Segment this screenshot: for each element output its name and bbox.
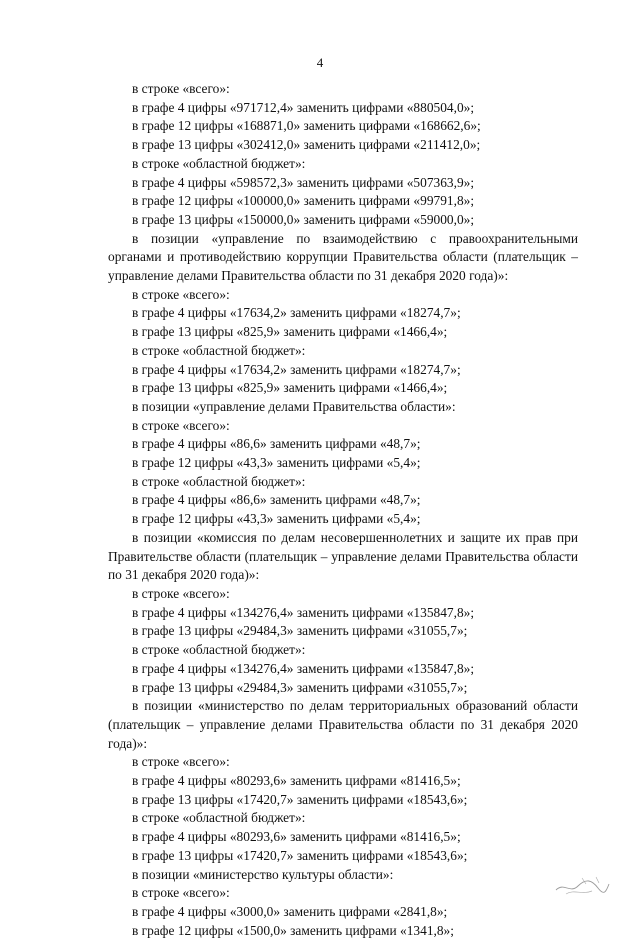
text-line: в графе 4 цифры «134276,4» заменить цифрами «135847,8»; <box>132 604 475 620</box>
position-paragraph: в позиции «управление по взаимодействию с правоохранительными органами и противодействию коррупции Правительства области (плательщик – управление делами Правительства области по 31 декабря 2020 года)»: <box>108 230 578 284</box>
text-line: в графе 13 цифры «302412,0» заменить цифрами «211412,0»; <box>132 137 481 153</box>
text-line: в графе 4 цифры «86,6» заменить цифрами «48,7»; <box>132 436 421 452</box>
text-line: в графе 13 цифры «17420,7» заменить цифрами «18543,6»; <box>132 847 468 863</box>
signature-mark <box>552 872 612 898</box>
text-line: в графе 12 цифры «1500,0» заменить цифрами «1341,8»; <box>132 922 454 938</box>
text-line: в графе 4 цифры «17634,2» заменить цифрами «18274,7»; <box>132 361 461 377</box>
text-line: в графе 13 цифры «825,9» заменить цифрами «1466,4»; <box>132 324 448 340</box>
text-line: в графе 12 цифры «43,3» заменить цифрами «5,4»; <box>132 511 421 527</box>
text-line: в графе 12 цифры «100000,0» заменить цифрами «99791,8»; <box>132 193 475 209</box>
document-body <box>108 80 578 940</box>
text-line: в графе 4 цифры «3000,0» заменить цифрами «2841,8»; <box>132 903 448 919</box>
text-line: в графе 13 цифры «825,9» заменить цифрами «1466,4»; <box>132 380 448 396</box>
text-line: в строке «областной бюджет»: <box>132 155 306 171</box>
text-line: в позиции «министерство культуры области»: <box>132 866 394 882</box>
page-number: 4 <box>316 55 324 70</box>
text-line: в графе 13 цифры «150000,0» заменить цифрами «59000,0»; <box>132 211 475 227</box>
text-line: в графе 4 цифры «971712,4» заменить цифрами «880504,0»; <box>132 99 475 115</box>
text-line: в строке «всего»: <box>132 81 230 96</box>
text-line: в строке «областной бюджет»: <box>132 473 306 489</box>
text-line: в строке «всего»: <box>132 417 230 433</box>
text-line: в графе 4 цифры «598572,3» заменить цифрами «507363,9»; <box>132 174 475 190</box>
text-line: в строке «областной бюджет»: <box>132 642 306 658</box>
text-line: в строке «областной бюджет»: <box>132 810 306 826</box>
text-line: в графе 13 цифры «29484,3» заменить цифрами «31055,7»; <box>132 679 468 695</box>
text-line: в строке «всего»: <box>132 585 230 601</box>
text-line: в графе 4 цифры «86,6» заменить цифрами «48,7»; <box>132 492 421 508</box>
text-line: в строке «областной бюджет»: <box>132 342 306 358</box>
text-line: в графе 13 цифры «17420,7» заменить цифрами «18543,6»; <box>132 791 468 807</box>
text-line: в графе 13 цифры «29484,3» заменить цифрами «31055,7»; <box>132 623 468 639</box>
text-line: в позиции «управление делами Правительства области»: <box>132 398 456 414</box>
text-line: в строке «всего»: <box>132 286 230 302</box>
text-line: в строке «всего»: <box>132 754 230 770</box>
text-line: в графе 4 цифры «17634,2» заменить цифрами «18274,7»; <box>132 305 461 321</box>
text-line: в графе 4 цифры «80293,6» заменить цифрами «81416,5»; <box>132 773 461 789</box>
position-paragraph: в позиции «министерство по делам территориальных образований области (плательщик – управление делами Правительства области по 31 декабря 2020 года)»: <box>108 698 578 751</box>
text-line: в графе 4 цифры «134276,4» заменить цифрами «135847,8»; <box>132 660 475 676</box>
text-line: в графе 12 цифры «168871,0» заменить цифрами «168662,6»; <box>132 118 481 134</box>
text-line: в строке «всего»: <box>132 885 230 901</box>
text-line: в графе 4 цифры «80293,6» заменить цифрами «81416,5»; <box>132 829 461 845</box>
text-line: в графе 12 цифры «43,3» заменить цифрами «5,4»; <box>132 455 421 471</box>
position-paragraph: в позиции «комиссия по делам несовершеннолетних и защите их прав при Правительстве области (плательщик – управление делами Правительства области по 31 декабря 2020 года)»: <box>108 529 578 583</box>
